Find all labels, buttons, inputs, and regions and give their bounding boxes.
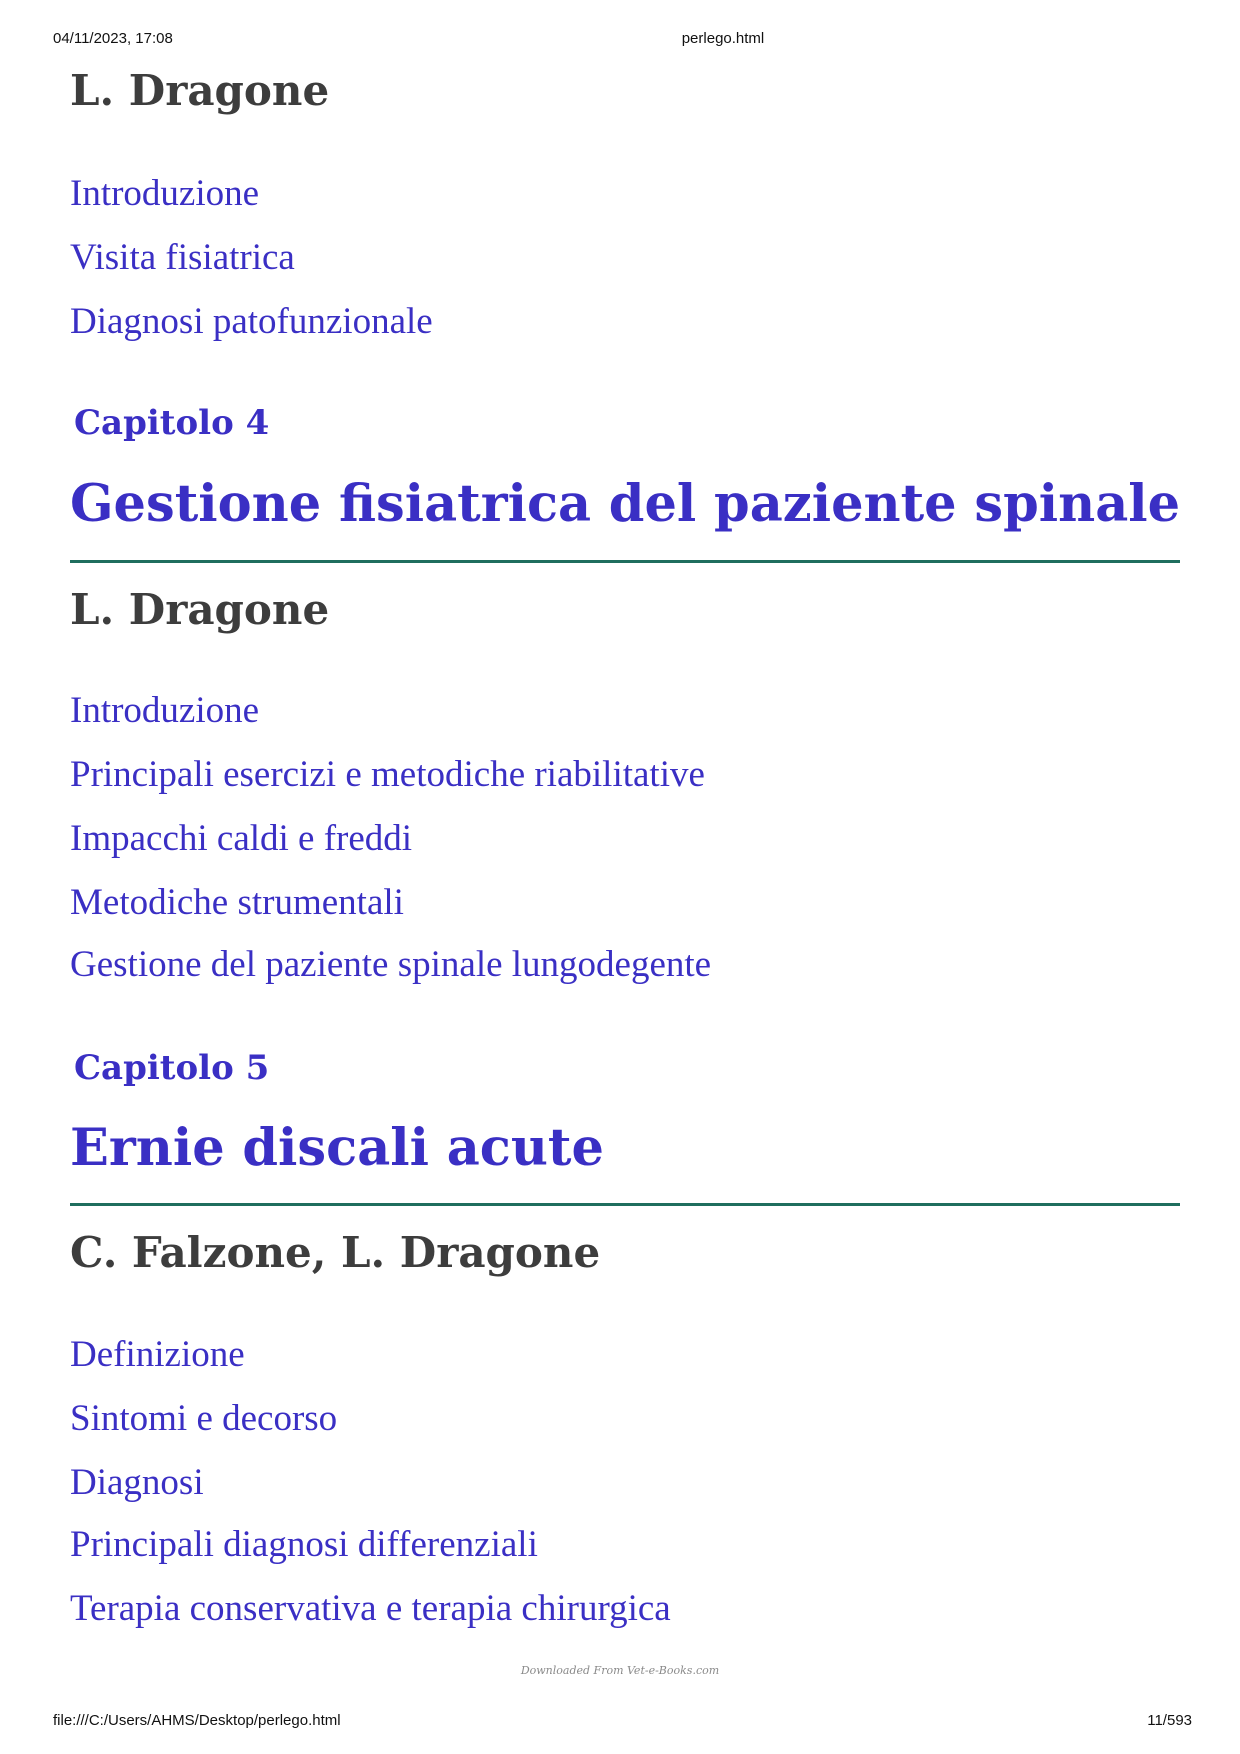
- print-footer: [0, 1712, 1240, 1732]
- print-page-title: perlego.html: [681, 30, 765, 47]
- chapter5-divider: [70, 1203, 1180, 1206]
- watermark: Downloaded From Vet-e-Books.com: [520, 1664, 720, 1677]
- toc-link-gestione-lungodegente[interactable]: Gestione del paziente spinale lungodegente: [70, 944, 712, 985]
- print-datetime: 04/11/2023, 17:08: [53, 30, 173, 47]
- toc-link-definizione[interactable]: Definizione: [70, 1334, 245, 1375]
- toc-link-sintomi-decorso[interactable]: Sintomi e decorso: [70, 1398, 338, 1439]
- toc-link-visita-fisiatrica[interactable]: Visita fisiatrica: [70, 237, 295, 278]
- chapter4-author: L. Dragone: [70, 585, 330, 634]
- chapter5-author: C. Falzone, L. Dragone: [70, 1228, 601, 1277]
- toc-link-introduzione[interactable]: Introduzione: [70, 173, 260, 214]
- chapter3-author: L. Dragone: [70, 66, 330, 115]
- chapter5-label: Capitolo 5: [74, 1048, 270, 1088]
- toc-link-metodiche-strumentali[interactable]: Metodiche strumentali: [70, 882, 404, 923]
- toc-link-diagnosi-patofunzionale[interactable]: Diagnosi patofunzionale: [70, 301, 433, 342]
- print-header: [0, 30, 1240, 50]
- print-file-path: file:///C:/Users/AHMS/Desktop/perlego.html: [53, 1712, 341, 1729]
- chapter5-title: Ernie discali acute: [70, 1118, 604, 1178]
- print-page-number: 11/593: [1147, 1712, 1192, 1729]
- chapter4-divider: [70, 560, 1180, 563]
- toc-link-introduzione[interactable]: Introduzione: [70, 690, 260, 731]
- toc-link-terapia[interactable]: Terapia conservativa e terapia chirurgica: [70, 1588, 671, 1629]
- chapter4-label: Capitolo 4: [74, 403, 270, 443]
- toc-link-diagnosi-differenziali[interactable]: Principali diagnosi differenziali: [70, 1524, 538, 1565]
- toc-link-impacchi[interactable]: Impacchi caldi e freddi: [70, 818, 413, 859]
- chapter4-title: Gestione fisiatrica del paziente spinale: [70, 474, 1181, 534]
- toc-link-diagnosi[interactable]: Diagnosi: [70, 1462, 204, 1503]
- toc-link-principali-esercizi[interactable]: Principali esercizi e metodiche riabilitative: [70, 754, 705, 795]
